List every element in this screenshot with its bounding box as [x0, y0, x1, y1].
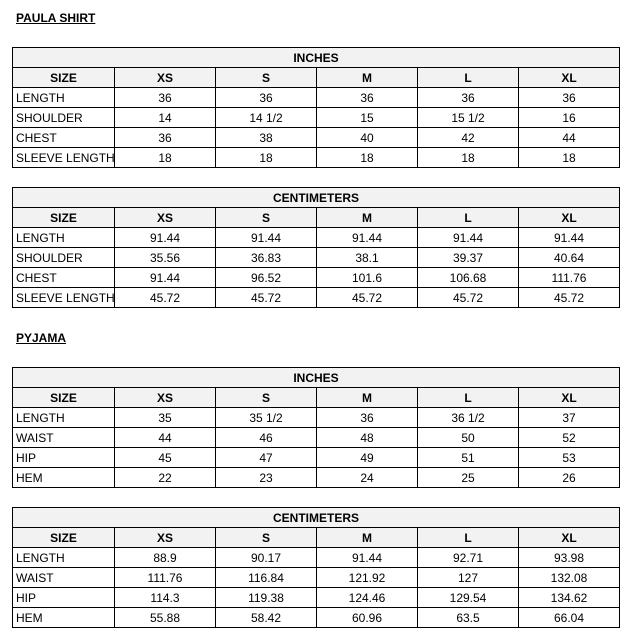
cell-s: 47	[216, 448, 317, 468]
cell-m: 24	[317, 468, 418, 488]
paula-shirt-title: PAULA SHIRT	[16, 11, 96, 25]
header-s: S	[216, 208, 317, 228]
row-label: SLEEVE LENGTH	[13, 288, 115, 308]
cell-l: 92.71	[418, 548, 519, 568]
cell-s: 58.42	[216, 608, 317, 628]
row-label: WAIST	[13, 568, 115, 588]
cell-xl: 40.64	[519, 248, 620, 268]
header-size: SIZE	[13, 388, 115, 408]
table-row	[13, 608, 620, 628]
header-xs: XS	[115, 208, 216, 228]
cell-s: 90.17	[216, 548, 317, 568]
row-label: SHOULDER	[13, 248, 115, 268]
header-size: SIZE	[13, 528, 115, 548]
cell-m: 91.44	[317, 548, 418, 568]
paula-cm-body	[13, 188, 620, 308]
cell-l: 39.37	[418, 248, 519, 268]
cell-m: 36	[317, 408, 418, 428]
cell-xl: 66.04	[519, 608, 620, 628]
cell-xs: 91.44	[115, 268, 216, 288]
pyjama-inches-table	[12, 367, 620, 488]
cell-xs: 114.3	[115, 588, 216, 608]
row-label: LENGTH	[13, 548, 115, 568]
unit-row	[13, 48, 620, 68]
cell-s: 18	[216, 148, 317, 168]
table-row	[13, 268, 620, 288]
cell-xs: 35.56	[115, 248, 216, 268]
table-row	[13, 428, 620, 448]
cell-xl: 132.08	[519, 568, 620, 588]
cell-s: 119.38	[216, 588, 317, 608]
unit-row	[13, 368, 620, 388]
header-xs: XS	[115, 528, 216, 548]
cell-xl: 26	[519, 468, 620, 488]
cell-xs: 55.88	[115, 608, 216, 628]
header-s: S	[216, 68, 317, 88]
cell-m: 60.96	[317, 608, 418, 628]
row-label: HIP	[13, 448, 115, 468]
cell-xs: 14	[115, 108, 216, 128]
cell-s: 14 1/2	[216, 108, 317, 128]
cell-xs: 111.76	[115, 568, 216, 588]
cell-l: 127	[418, 568, 519, 588]
table-row	[13, 248, 620, 268]
header-row	[13, 68, 620, 88]
cell-xl: 18	[519, 148, 620, 168]
pyjama-cm-table	[12, 507, 620, 628]
row-label: CHEST	[13, 128, 115, 148]
cell-l: 42	[418, 128, 519, 148]
row-label: CHEST	[13, 268, 115, 288]
header-size: SIZE	[13, 208, 115, 228]
header-m: M	[317, 388, 418, 408]
header-xl: XL	[519, 208, 620, 228]
header-l: L	[418, 208, 519, 228]
cell-xl: 44	[519, 128, 620, 148]
row-label: LENGTH	[13, 228, 115, 248]
header-xs: XS	[115, 68, 216, 88]
unit-row	[13, 188, 620, 208]
row-label: SLEEVE LENGTH	[13, 148, 115, 168]
paula-inches-body	[13, 48, 620, 168]
cell-m: 45.72	[317, 288, 418, 308]
cell-l: 63.5	[418, 608, 519, 628]
row-label: HEM	[13, 608, 115, 628]
header-s: S	[216, 388, 317, 408]
table-row	[13, 288, 620, 308]
unit-label: CENTIMETERS	[13, 508, 620, 528]
table-row	[13, 448, 620, 468]
table-row	[13, 128, 620, 148]
cell-s: 116.84	[216, 568, 317, 588]
cell-m: 101.6	[317, 268, 418, 288]
pyjama-inches-body	[13, 368, 620, 488]
cell-s: 45.72	[216, 288, 317, 308]
cell-m: 38.1	[317, 248, 418, 268]
header-xl: XL	[519, 68, 620, 88]
cell-xs: 44	[115, 428, 216, 448]
row-label: HIP	[13, 588, 115, 608]
cell-xs: 36	[115, 88, 216, 108]
table-row	[13, 568, 620, 588]
cell-l: 45.72	[418, 288, 519, 308]
cell-xl: 53	[519, 448, 620, 468]
cell-l: 36	[418, 88, 519, 108]
header-s: S	[216, 528, 317, 548]
cell-l: 36 1/2	[418, 408, 519, 428]
cell-xl: 36	[519, 88, 620, 108]
cell-l: 50	[418, 428, 519, 448]
cell-xl: 45.72	[519, 288, 620, 308]
cell-s: 38	[216, 128, 317, 148]
header-m: M	[317, 528, 418, 548]
cell-s: 36.83	[216, 248, 317, 268]
cell-xs: 45.72	[115, 288, 216, 308]
header-row	[13, 208, 620, 228]
header-m: M	[317, 68, 418, 88]
cell-xs: 36	[115, 128, 216, 148]
paula-inches-table	[12, 47, 620, 168]
table-row	[13, 408, 620, 428]
cell-m: 91.44	[317, 228, 418, 248]
cell-l: 106.68	[418, 268, 519, 288]
cell-xs: 35	[115, 408, 216, 428]
cell-xl: 37	[519, 408, 620, 428]
row-label: HEM	[13, 468, 115, 488]
pyjama-cm-body	[13, 508, 620, 628]
header-l: L	[418, 528, 519, 548]
header-l: L	[418, 68, 519, 88]
cell-l: 18	[418, 148, 519, 168]
header-xs: XS	[115, 388, 216, 408]
cell-m: 49	[317, 448, 418, 468]
cell-m: 124.46	[317, 588, 418, 608]
cell-xs: 18	[115, 148, 216, 168]
table-row	[13, 228, 620, 248]
unit-row	[13, 508, 620, 528]
cell-xl: 111.76	[519, 268, 620, 288]
cell-m: 121.92	[317, 568, 418, 588]
cell-xl: 52	[519, 428, 620, 448]
cell-l: 129.54	[418, 588, 519, 608]
table-row	[13, 88, 620, 108]
row-label: LENGTH	[13, 88, 115, 108]
cell-m: 40	[317, 128, 418, 148]
cell-l: 91.44	[418, 228, 519, 248]
cell-s: 46	[216, 428, 317, 448]
unit-label: INCHES	[13, 48, 620, 68]
cell-m: 36	[317, 88, 418, 108]
header-xl: XL	[519, 528, 620, 548]
cell-s: 35 1/2	[216, 408, 317, 428]
row-label: WAIST	[13, 428, 115, 448]
cell-xs: 88.9	[115, 548, 216, 568]
cell-l: 25	[418, 468, 519, 488]
cell-xs: 91.44	[115, 228, 216, 248]
cell-m: 15	[317, 108, 418, 128]
cell-s: 23	[216, 468, 317, 488]
header-m: M	[317, 208, 418, 228]
row-label: LENGTH	[13, 408, 115, 428]
paula-cm-table	[12, 187, 620, 308]
header-l: L	[418, 388, 519, 408]
row-label: SHOULDER	[13, 108, 115, 128]
table-row	[13, 148, 620, 168]
cell-s: 36	[216, 88, 317, 108]
header-size: SIZE	[13, 68, 115, 88]
cell-xl: 134.62	[519, 588, 620, 608]
cell-s: 96.52	[216, 268, 317, 288]
cell-xl: 16	[519, 108, 620, 128]
cell-l: 51	[418, 448, 519, 468]
table-row	[13, 468, 620, 488]
header-row	[13, 528, 620, 548]
header-xl: XL	[519, 388, 620, 408]
pyjama-title: PYJAMA	[16, 331, 67, 345]
unit-label: CENTIMETERS	[13, 188, 620, 208]
table-row	[13, 108, 620, 128]
header-row	[13, 388, 620, 408]
cell-xs: 22	[115, 468, 216, 488]
cell-l: 15 1/2	[418, 108, 519, 128]
cell-s: 91.44	[216, 228, 317, 248]
cell-xl: 91.44	[519, 228, 620, 248]
cell-xl: 93.98	[519, 548, 620, 568]
cell-m: 18	[317, 148, 418, 168]
table-row	[13, 588, 620, 608]
cell-m: 48	[317, 428, 418, 448]
unit-label: INCHES	[13, 368, 620, 388]
cell-xs: 45	[115, 448, 216, 468]
table-row	[13, 548, 620, 568]
